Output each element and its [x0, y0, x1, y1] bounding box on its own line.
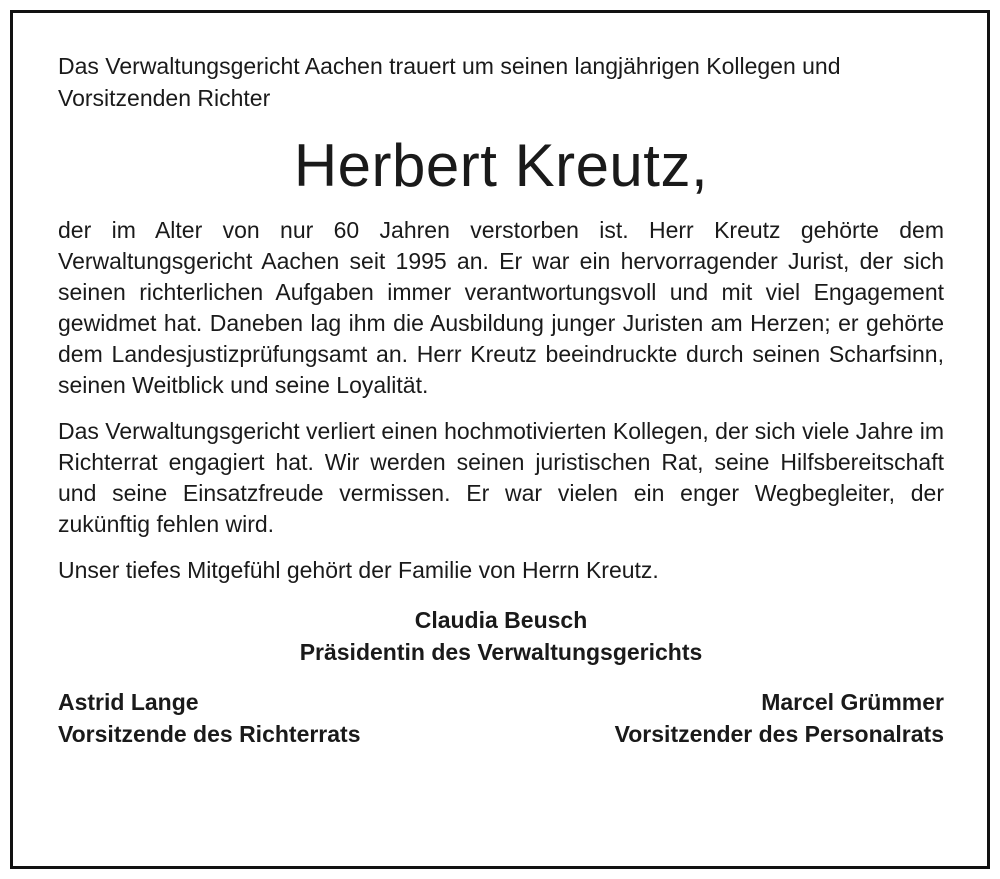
signature-staff-council — [615, 686, 944, 750]
deceased-name: Herbert Kreutz, — [293, 132, 709, 199]
signatory-title: Präsidentin des Verwaltungsgerichts — [299, 639, 703, 665]
paragraph-colleague: Das Verwaltungsgericht verliert einen hochmotivierten Kollegen, der sich viele Jahre im Richterrat engagiert hat. Wir werden seinen juristischen Rat, seine Hilfsbereitschaft und seine Einsatzfreude vermissen. Er war vielen ein enger Wegbegleiter, der zukünftig fehlen wird. — [58, 418, 944, 537]
signatory-name: Astrid Lange — [58, 689, 199, 715]
paragraph-tribute: der im Alter von nur 60 Jahren verstorben ist. Herr Kreutz gehörte dem Verwaltungsgericht Aachen seit 1995 an. Er war ein hervorragender Jurist, der sich seinen richterlichen Aufgaben immer verantwortungsvoll und mit viel Engagement gewidmet hat. Daneben lag ihm die Ausbildung junger Juristen am Herzen; er gehörte dem Landesjustizprüfungsamt an. Herr Kreutz beeindruckte durch seinen Scharfsinn, seinen Weitblick und seine Loyalität. — [58, 217, 944, 398]
signatory-title: Vorsitzende des Richterrats — [58, 721, 361, 747]
signature-row — [58, 686, 944, 750]
intro-text: Das Verwaltungsgericht Aachen trauert um seinen langjährigen Kollegen und Vorsitzenden Richter — [58, 53, 841, 111]
signatory-name: Claudia Beusch — [414, 607, 588, 633]
signatory-title: Vorsitzender des Personalrats — [614, 721, 944, 747]
obituary-notice — [58, 50, 944, 750]
signature-president — [58, 604, 944, 668]
signature-judges-council — [58, 686, 361, 750]
paragraph-condolence: Unser tiefes Mitgefühl gehört der Familie von Herrn Kreutz. — [58, 557, 659, 583]
signatory-name: Marcel Grümmer — [761, 689, 944, 715]
